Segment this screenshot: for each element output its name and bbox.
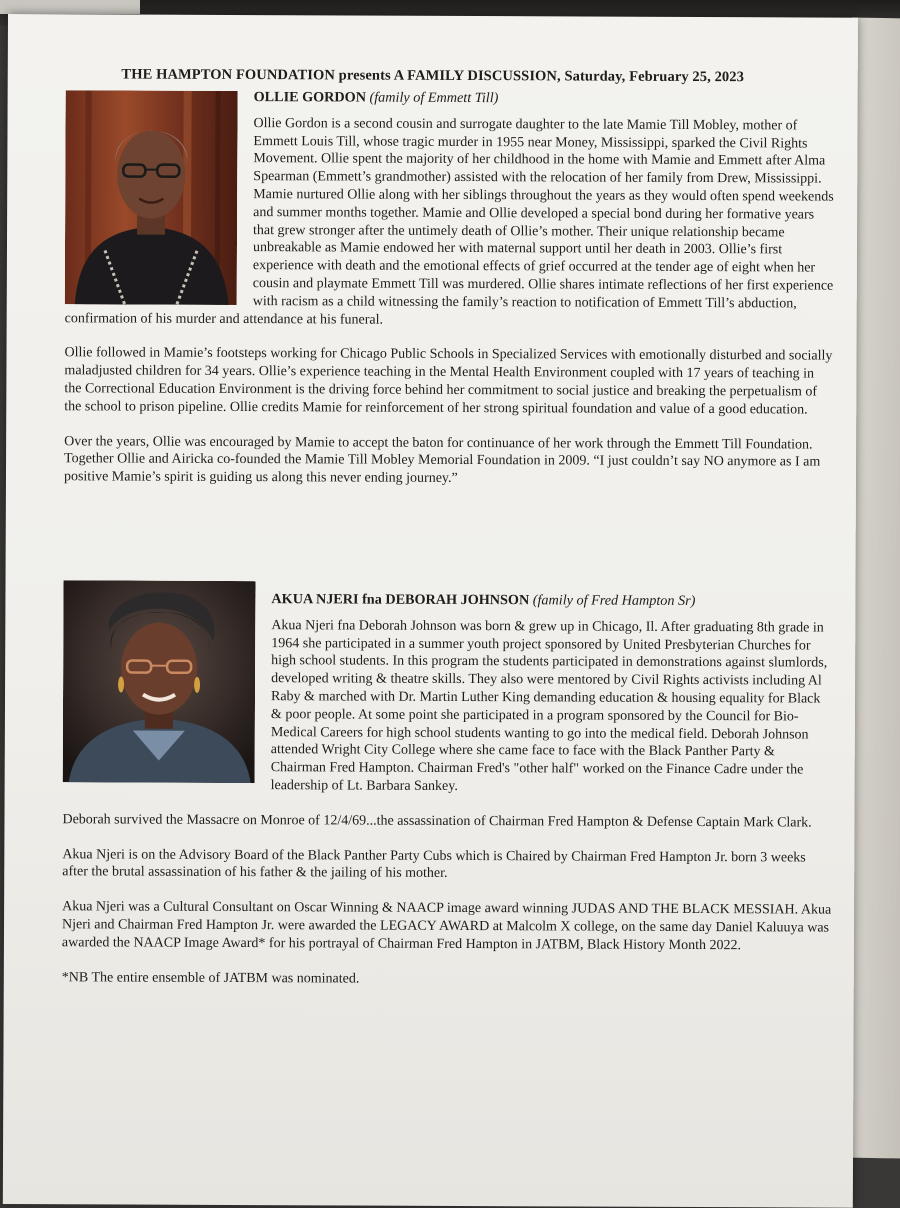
document-header: THE HAMPTON FOUNDATION presents A FAMILY DISCUSSION, Saturday, February 25, 2023 — [8, 66, 858, 87]
profile-name: OLLIE GORDON (family of Emmett Till) — [66, 88, 836, 109]
footnote: *NB The entire ensemble of JATBM was nominated. — [62, 969, 832, 990]
profile-name: AKUA NJERI fna DEBORAH JOHNSON (family of Fred Hampton Sr) — [63, 590, 833, 611]
portrait-photo-ollie-gordon — [65, 90, 238, 305]
bio-paragraph-1: Ollie Gordon is a second cousin and surrogate daughter to the late Mamie Till Mobley, mother of Emmett Louis Till, whose tragic murder in 1955 near Money, Mississippi, sparked the Civil Rights Movement. Ollie spent the majority of her childhood in the home with Mamie and Emmett after Alma Spearman (Emmett’s grandmother) assisted with the relocation of her family from Drew, Mississippi. Mamie nurtured Ollie along with her siblings throughout the years as they would often spend weekends and summer months together. Mamie and Ollie developed a special bond during her formative years that grew stronger after the untimely death of Ollie’s mother. Their unique relationship became unbreakable as Mamie endowed her with maternal support until her death in 2003. Ollie’s first experience with death and the emotional effects of grief occurred at the tender age of eight when her cousin and playmate Emmett Till was murdered. Ollie shares intimate reflections of her first experience with racism as a child witnessing the family’s reaction to notification of Emmett Till’s abduction, confirmation of his murder and attendance at his funeral. — [65, 114, 836, 331]
bio-paragraph-3: Akua Njeri is on the Advisory Board of the Black Panther Party Cubs which is Chaired by Chairman Fred Hampton Jr. born 3 weeks after the brutal assassination of his father & the jailing of his mother. — [62, 846, 832, 885]
bio-paragraph-1: Akua Njeri fna Deborah Johnson was born & grew up in Chicago, Il. After graduating 8th grade in 1964 she participated in a summer youth project sponsored by United Presbyterian Churches for high school students. In this program the students participated in demonstrations against slumlords, developed writing & theatre skills. They also were mentored by Civil Rights activists including Al Raby & marched with Dr. Martin Luther King demanding education & housing equality for Black & poor people. At some point she participated in a program sponsored by the Council for Bio-Medical Careers for high school students wanting to go into the medical field. Deborah Johnson attended Wright City College where she came face to face with the Black Panther Party & Chairman Fred Hampton. Chairman Fred's "other half" worked on the Finance Cadre under the leadership of Lt. Barbara Sankey. — [63, 616, 834, 797]
profile-relation: (family of Emmett Till) — [369, 90, 498, 107]
profile-relation: (family of Fred Hampton Sr) — [533, 592, 696, 609]
bio-paragraph-4: Akua Njeri was a Cultural Consultant on Oscar Winning & NAACP image award winning JUDAS AND THE BLACK MESSIAH. Akua Njeri and Chairman Fred Hampton Jr. were awarded the LEGACY AWARD at Malcolm X college, on the same day Daniel Kaluuya was awarded the NAACP Image Award* for his portrayal of Chairman Fred Hampton in JATBM, Black History Month 2022. — [62, 898, 832, 955]
profile-ollie-gordon — [64, 88, 836, 506]
profile-akua-njeri — [62, 580, 834, 1007]
bio-paragraph-3: Over the years, Ollie was encouraged by Mamie to accept the baton for continuance of her work through the Emmett Till Foundation. Together Ollie and Airicka co-founded the Mamie Till Mobley Memorial Foundation in 2009. “I just couldn’t say NO anymore as I am positive Mamie’s spirit is guiding us along this never ending journey.” — [64, 433, 834, 490]
bio-paragraph-2: Ollie followed in Mamie’s footsteps working for Chicago Public Schools in Specialized Services with emotionally disturbed and socially maladjusted children for 34 years. Ollie’s experience teaching in the Mental Health Environment coupled with 17 years of teaching in the Correctional Education Environment is the driving force behind her commitment to social justice and breaking the perpetualism of the school to prison pipeline. Ollie credits Mamie for reinforcement of her strong spiritual foundation and value of a good education. — [64, 345, 834, 420]
background-paper-edge — [0, 0, 140, 14]
portrait-photo-akua-njeri — [63, 580, 256, 783]
bio-paragraph-2: Deborah survived the Massacre on Monroe of 12/4/69...the assassination of Chairman Fred Hampton & Defense Captain Mark Clark. — [62, 811, 832, 832]
document-page — [3, 14, 858, 1208]
